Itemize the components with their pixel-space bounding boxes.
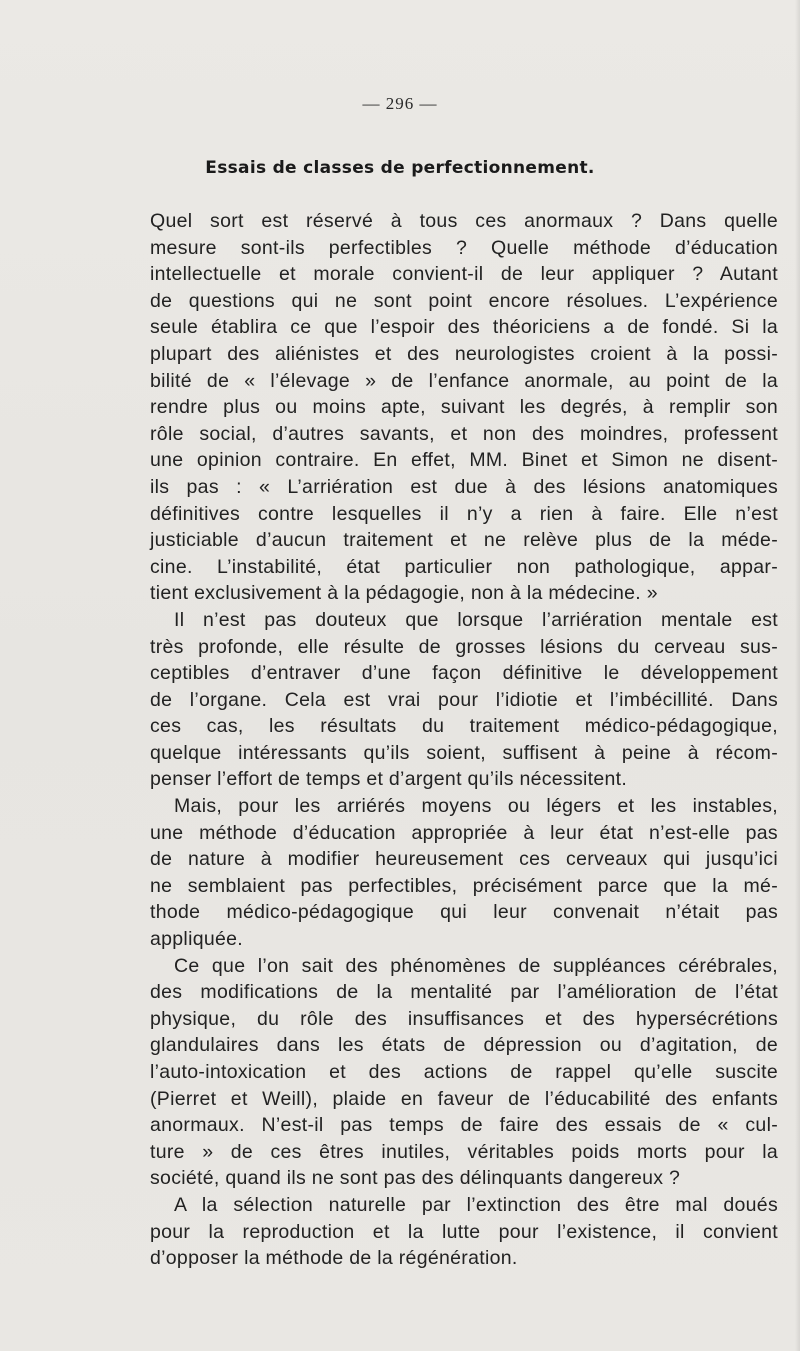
text-line: l’auto-intoxication et des actions de rappel qu’elle suscite [150,1061,778,1083]
text-line: justiciable d’aucun traitement et ne relève plus de la méde- [150,529,778,552]
text-line: pour la reproduction et la lutte pour l’existence, il convient [150,1220,778,1243]
text-line: penser l’effort de temps et d’argent qu’ils nécessitent. [150,768,628,791]
section-heading: Essais de classes de perfectionnement. [205,158,595,178]
text-line: cine. L’instabilité, état particulier non pathologique, appar- [150,555,778,578]
text-line: d’opposer la méthode de la régénération. [150,1247,518,1270]
text-line: Quel sort est réservé à tous ces anormaux ? Dans quelle [150,210,778,232]
text-line: de nature à modifier heureusement ces cerveaux qui jusqu’ici [150,848,778,871]
text-line: ils pas : « L’arriération est due à des lésions anatomiques [150,475,778,498]
paragraph-first-line: Mais, pour les arriérés moyens ou légers et les instables, [174,795,778,818]
text-line: une opinion contraire. En effet, MM. Binet et Simon ne disent- [150,449,778,472]
text-line: ces cas, les résultats du traitement médico-pédagogique, [150,715,778,738]
text-line: rôle social, d’autres savants, et non des moindres, professent [150,422,778,445]
text-line: appliquée. [150,928,243,951]
text-line: physique, du rôle des insuffisances et des hypersécrétions [150,1007,778,1030]
text-line: une méthode d’éducation appropriée à leur état n’est-elle pas [150,821,778,844]
paragraph-first-line: Il n’est pas douteux que lorsque l’arriération mentale est [174,608,778,631]
page-edge-shadow [795,0,800,1351]
text-line: des modifications de la mentalité par l’amélioration de l’état [150,981,778,1004]
text-line: plupart des aliénistes et des neurologistes croient à la possi- [150,342,778,365]
text-line: de l’organe. Cela est vrai pour l’idiotie et l’imbécillité. Dans [150,688,778,711]
text-line: tient exclusivement à la pédagogie, non à la médecine. » [150,582,658,605]
text-line: ne semblaient pas perfectibles, précisément parce que la mé- [150,874,778,897]
body-text [150,208,778,1272]
text-line: (Pierret et Weill), plaide en faveur de l’éducabilité des enfants [150,1087,778,1110]
paragraph-first-line: Ce que l’on sait des phénomènes de suppléances cérébrales, [174,954,778,977]
text-line: société, quand ils ne sont pas des délinquants dangereux ? [150,1167,681,1190]
text-line: ceptibles d’entraver d’une façon définitive le développement [150,662,778,685]
page-number: — 296 — [362,94,438,113]
text-line: quelque intéressants qu’ils soient, suffisent à peine à récom- [150,741,778,764]
text-line: glandulaires dans les états de dépression ou d’agitation, de [150,1034,778,1057]
text-line: intellectuelle et morale convient-il de leur appliquer ? Autant [150,263,778,286]
text-line: rendre plus ou moins apte, suivant les degrés, à remplir son [150,396,778,419]
text-line: ture » de ces êtres inutiles, véritables poids morts pour la [150,1140,778,1163]
text-line: anormaux. N’est-il pas temps de faire des essais de « cul- [150,1114,778,1137]
text-line: définitives contre lesquelles il n’y a rien à faire. Elle n’est [150,502,778,525]
text-line: thode médico-pédagogique qui leur convenait n’était pas [150,901,778,924]
text-line: bilité de « l’élevage » de l’enfance anormale, au point de la [150,369,778,392]
text-line: très profonde, elle résulte de grosses lésions du cerveau sus- [150,635,778,658]
text-line: mesure sont-ils perfectibles ? Quelle méthode d’éducation [150,236,778,259]
paragraph-first-line: A la sélection naturelle par l’extinction des être mal doués [174,1193,778,1216]
text-line: seule établira ce que l’espoir des théoriciens a de fondé. Si la [150,316,778,339]
text-line: de questions qui ne sont point encore résolues. L’expérience [150,289,778,312]
